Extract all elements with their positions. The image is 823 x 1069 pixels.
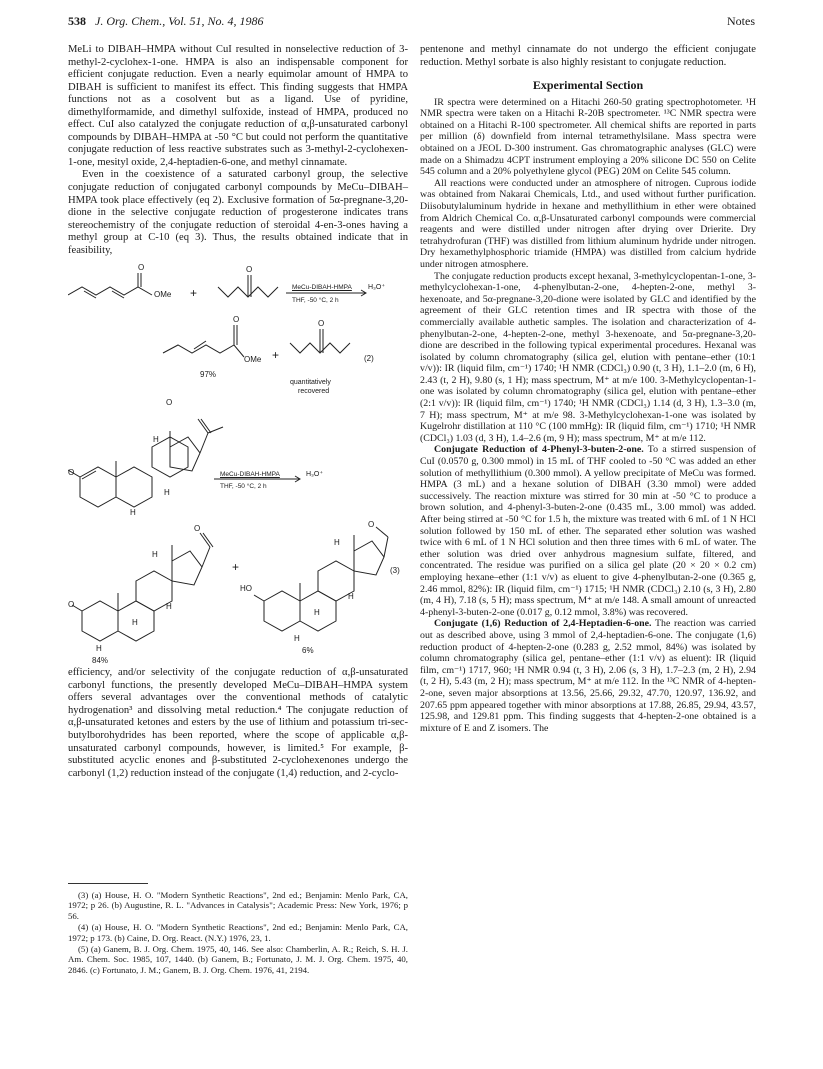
yield-label: quantitatively <box>290 379 331 387</box>
o-label: O <box>68 600 75 610</box>
plus-sign: + <box>232 560 240 575</box>
paragraph: IR spectra were determined on a Hitachi 260-50 grating spectrophotometer. ¹H NMR spectra were taken on a Hitachi R-20B spectrometer. ¹³C NMR spectra were obtained on a Hitachi R-100 spectrometer. All chemical shifts are reported in parts per million (δ) downfield from internal tetramethylsilane. Mass spectra were obtained on a JEOL D-300 instrument. Gas chromatographic analyses (GLC) were made on a Shimadzu 4CPT instrument employing a 20% silicone DC 550 on Celite 545 column and a 20% polyethylene glycol (PEG) 20M on Celite 545 column. <box>420 96 756 178</box>
paragraph <box>420 444 756 618</box>
subheading: Conjugate Reduction of 4-Phenyl-3-buten-2-one. <box>434 444 644 456</box>
footnote: (4) (a) House, H. O. "Modern Synthetic Reactions", 2nd ed.; Benjamin: Menlo Park, CA, 1972; p 173. (b) Caine, D. Org. React. (N.Y.) 1976, 23, 1. <box>68 922 408 943</box>
yield-label: 6% <box>302 646 314 656</box>
journal-citation: J. Org. Chem., Vol. 51, No. 4, 1986 <box>95 14 264 28</box>
double-bond <box>194 341 206 349</box>
footnote: (5) (a) Ganem, B. J. Org. Chem. 1975, 40, 146. See also: Chamberlin, A. R.; Reich, S. H. J. Am. Chem. Soc. 1985, 107, 1440. (b) Ganem, B.; Fortunato, J. M. J. Org. Chem. 1975, 40, 2846. (c) Fortunato, J. M.; Ganem, B. J. Org. Chem. 1976, 41, 2194. <box>68 944 408 975</box>
paragraph <box>420 618 756 734</box>
h-label: H <box>130 508 136 518</box>
ho-label: HO <box>240 584 252 594</box>
o-label: O <box>246 265 253 275</box>
o-label: O <box>166 398 173 408</box>
progesterone-structure <box>68 419 223 507</box>
o-label: O <box>68 468 75 478</box>
ome-label: OMe <box>154 290 172 300</box>
equation-number: (2) <box>364 354 374 364</box>
plus-sign: + <box>272 348 280 363</box>
h-label: H <box>334 538 340 548</box>
section-label: Notes <box>727 14 755 28</box>
o-label: O <box>138 263 145 273</box>
h-label: H <box>153 435 159 445</box>
h-label: H <box>348 592 354 602</box>
o-label: O <box>368 520 375 530</box>
reagent-label: MeCu-DIBAH-HMPA <box>220 471 280 479</box>
pregnanedione-structure <box>72 533 213 641</box>
paragraph-text: To a stirred suspension of CuI (0.0570 g, 0.300 mmol) in 15 mL of THF cooled to -50 °C was added an ether solution of methyllithium (0.300 mmol). A yellow precipitate of MeCu was formed. HMPA (3 mL) and a hexane solution of DIBAH (3.30 mmol) were added successively. The reaction mixture was stirred for 30 min at -50 °C to produce a brown solution, and 4-phenyl-3-buten-2-one (0.435 mL, 3.00 mmol) was added. After being stirred at -50 °C for 1.5 h, the mixture was treated with 6 mL of 1 N HCl solution followed by 150 mL of ether. The separated ether solution was washed twice with 6 mL of 1 N HCl solution and then three times with 6 mL of water. The ether solution was dried over anhydrous magnesium sulfate, filtered, and concentrated. The residue was purified on a silica gel plate (20 × 20 × 0.2 cm) employing hexane–ether (1:1 v/v) as eluent to give 4-phenylbutan-2-one (0.365 g, 2.46 mmol, 82%): IR (liquid film, cm⁻¹) 1715; ¹H NMR (CDCl₃) 2.10 (s, 3 H), 2.80 (m, 4 H), 7.18 (s, 5 H); mass spectrum, M⁺ at m/e 148. A small amount of unreacted 4-phenyl-3-buten-2-one (0.017 g, 0.12 mmol, 3.8%) was recovered. <box>420 444 756 618</box>
sorbate-chain <box>68 287 152 295</box>
left-column <box>68 44 408 780</box>
o-label: O <box>233 315 240 325</box>
reaction-scheme <box>68 261 408 665</box>
h-label: H <box>314 608 320 618</box>
experimental-text <box>420 97 756 735</box>
yield-label: 84% <box>92 656 109 666</box>
paragraph-text: The reaction was carried out as described above, using 3 mmol of 2,4-heptadien-6-one. The conjugate (1,6) reduction product of 4-hepten-2-one (0.283 g, 2.52 mmol, 84%) was isolated by column chromatography (silica gel, pentane–ether (1:1 v/v) as eluent): IR (liquid film, cm⁻¹) 1717, 960; ¹H NMR 0.94 (t, 3 H), 2.06 (s, 3 H), 1.7–2.3 (m, 2 H), 2.94 (t, 2 H), 5.43 (m, 2 H); mass spectrum, M⁺ at m/e 112. In the ¹³C NMR of 4-hepten-2-one, seven major absorptions at 13.56, 25.66, 29.32, 47.70, 120.97, 136.92, and 207.65 ppm appeared together with minor absorptions at 17.88, 26.85, 29.94, 43.57, 125.98, and 129.81 ppm. This finding suggests that 4-hepten-2-one obtained is a mixture of E and Z isomers. The <box>420 618 756 734</box>
hydroxy-ketone-structure <box>254 527 388 631</box>
h-label: H <box>96 644 102 654</box>
h-label: H <box>132 618 138 628</box>
h-label: H <box>166 602 172 612</box>
paragraph: efficiency, and/or selectivity of the conjugate reduction of α,β-unsaturated carbonyl functions, the presently developed MeCu–DIBAH–HMPA system offers several advantages over the conventional methods of catalytic hydrogenation³ and dissolving metal reduction.⁴ The conjugate reduction of α,β-unsaturated ketones and esters by the use of lithium and potassium tri-sec-butylborohydrides has been reported, where the scope of applicable α,β-unsaturated carbonyl compounds, however, is limited.⁵ For example, β-substituted acyclic enones and β-substituted 2-cyclohexenones undergo the carbonyl (1,2) reduction instead of the conjugate (1,4) reduction, and 2-cyclo- <box>68 667 408 779</box>
yield-label: 97% <box>200 370 217 380</box>
ome-label: OMe <box>244 355 262 365</box>
reagent-label: MeCu-DIBAH-HMPA <box>292 284 352 292</box>
paragraph: Even in the coexistence of a saturated carbonyl group, the selective conjugate reduction of conjugated carbonyl compounds by MeCu–DIBAH–HMPA took place effectively (eq 2). Exclusive formation of 5α-pregnane-3,20-dione in the selective conjugate reduction of progesterone indicates trans stereochemistry of the conjugate reduction of steroidal 4-en-3-ones having a methyl group at C-10 (eq 3). Thus, the results obtained indicate that in feasibility, <box>68 169 408 256</box>
h-label: H <box>152 550 158 560</box>
footnotes <box>68 890 408 976</box>
yield-label: recovered <box>298 388 330 396</box>
right-column <box>420 44 756 734</box>
page-header <box>68 14 755 30</box>
h-label: H <box>294 634 300 644</box>
footnote-rule <box>68 883 148 884</box>
paragraph: All reactions were conducted under an atmosphere of nitrogen. Cuprous iodide was obtained from Nakarai Chemicals, Ltd., and used without further purification. Diisobutylaluminum hydride in hexane and methyllithium in ether were obtained from Aldrich Chemical Co. α,β-Unsaturated carbonyl compounds were commercial reagents and were distilled under nitrogen after drying over Drierite. Dry tetrahydrofuran (THF) was distilled from lithium aluminum hydride under nitrogen. Dry hexamethylphosphoric triamide (HMPA) was distilled from calcium hydride under nitrogen atmosphere. <box>420 177 756 270</box>
subheading: Conjugate (1,6) Reduction of 2,4-Heptadien-6-one. <box>434 618 652 630</box>
h-label: H <box>164 488 170 498</box>
plus-sign: + <box>190 286 198 301</box>
footnote: (3) (a) House, H. O. "Modern Synthetic Reactions", 2nd ed.; Benjamin: Menlo Park, CA, 1972; p 26. (b) Augustine, R. L. "Advances in Catalysis"; Academic Press: New York, 1976; p 56. <box>68 890 408 921</box>
page-number: 538 <box>68 14 86 28</box>
paragraph: pentenone and methyl cinnamate do not undergo the efficient conjugate reduction. Methyl sorbate is also highly resistant to conjugate reduction. <box>420 44 756 68</box>
workup-label: H₃O⁺ <box>368 284 386 292</box>
product-ester-chain <box>163 345 244 357</box>
section-title: Experimental Section <box>532 78 644 93</box>
paragraph: MeLi to DIBAH–HMPA without CuI resulted in nonselective reduction of 3-methyl-2-cyclohex-1-one. HMPA is also an indispensable component for efficient conjugate reduction. Even a nearly equimolar amount of HMPA to DIBAH is sufficient to manifest its effect. This finding suggests that HMPA functions not as a cosolvent but as a ligand. Use of pyridine, dimethylformamide, and dimethyl sulfoxide, instead of HMPA, produced no effect. CuI also catalyzed the conjugate reduction of α,β-unsaturated carbonyl compounds by DIBAH–HMPA at -50 °C but could not perform the quantitative conjugate reduction of less reactive substrates such as 3-methyl-2-cyclohexen-1-one, mesityl oxide, 2,4-heptadien-6-one, and methyl cinnamate. <box>68 44 408 168</box>
conditions-label: THF, -50 °C, 2 h <box>292 297 339 305</box>
conditions-label: THF, -50 °C, 2 h <box>220 483 267 491</box>
o-label: O <box>318 319 325 329</box>
workup-label: H₃O⁺ <box>306 471 324 479</box>
o-label: O <box>194 524 201 534</box>
paragraph: The conjugate reduction products except hexanal, 3-methylcyclopentan-1-one, 3-methylcyclohexan-1-one, 4-phenylbutan-2-one, 4-hepten-2-one, methyl 3-hexenoate, and 5α-pregnane-3,20-dione were isolated by GLC and identified by the agreement of their GLC retention times and IR spectra with those of the commercially available authetic samples. The isolation and characterization of 4-phenylbutan-2-one, 4-hepten-2-one, methyl 3-hexenoate, and 5α-pregnane-3,20-dione are described in the following typical experimental procedures. Hexanal was isolated by column chromatography (silica gel, elution with pentane–ether (10:1 v/v)): IR (liquid film, cm⁻¹) 1740; ¹H NMR (CDCl₃) 0.90 (t, 3 H), 1.1–2.0 (m, 6 H), 2.43 (t, 2 H), 9.80 (s, 1 H); mass spectrum, M⁺ at m/e 100. 3-Methylcyclopentan-1-one was isolated by column chromatography (silica gel, elution with pentane–ether (2:1 v/v)): IR (liquid film, cm⁻¹) 1740; ¹H NMR (CDCl₃) 1.14 (d, 3 H), 1.3–3.0 (m, 7 H); mass spectrum, M⁺ at m/e 98. 3-Methylcyclohexan-1-one was isolated by Kugelrohr distillation at 110 °C (100 mmHg): IR (liquid film, cm⁻¹) 1710; ¹H NMR (CDCl₃) 1.03 (d, 3 H), 1.4–2.6 (m, 9 H); mass spectrum, M⁺ at m/e 112. <box>420 270 756 444</box>
equation-number: (3) <box>390 566 400 576</box>
